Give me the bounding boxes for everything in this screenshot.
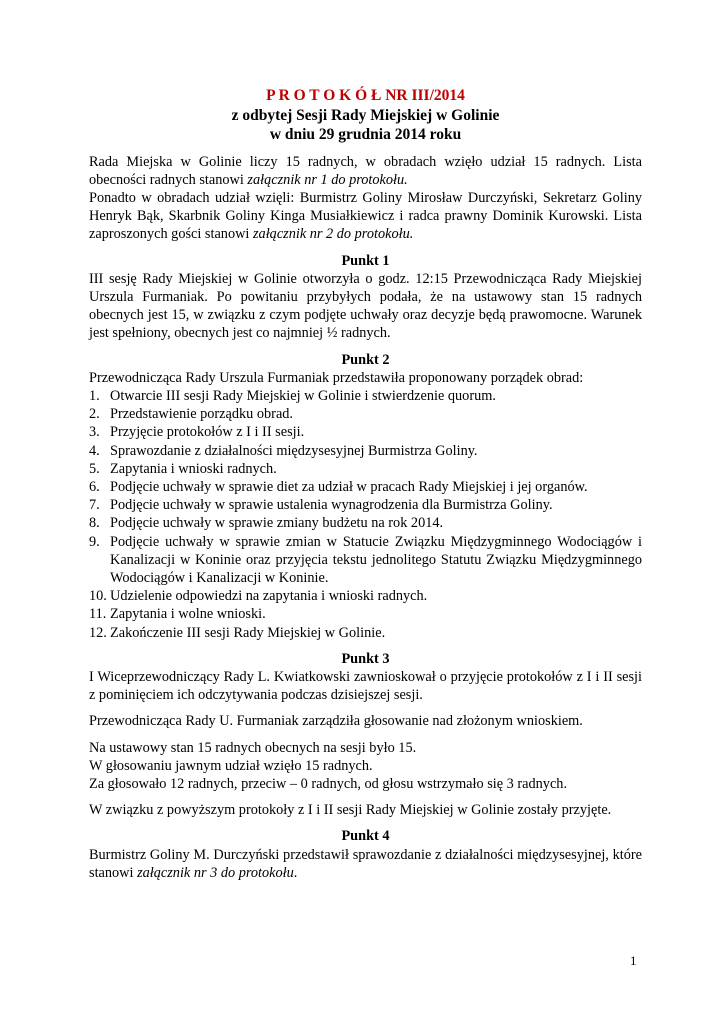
section-heading-punkt-1: Punkt 1 [341,252,390,269]
intro-paragraph-1: Rada Miejska w Golinie liczy 15 radnych, w obradach wzięło udział 15 radnych. Lista obecności radnych stanowi załącznik nr 1 do protokołu. [89,153,642,188]
list-item: 11. Zapytania i wolne wnioski. [89,606,266,623]
list-item: 6. Podjęcie uchwały w sprawie diet za udział w pracach Rady Miejskiej i jej organów. [89,478,588,495]
vote-line-3: Za głosowało 12 radnych, przeciw – 0 radnych, od głosu wstrzymało się 3 radnych. [89,776,568,792]
punkt-3-paragraph-1: I Wiceprzewodniczący Rady L. Kwiatkowski zawnioskował o przyjęcie protokołów z I i II sesji z pominięciem ich odczytywania podczas dzisiejszej sesji. [89,668,642,704]
list-item: 8. Podjęcie uchwały w sprawie zmiany budżetu na rok 2014. [89,515,444,532]
vote-line-1: Na ustawowy stan 15 radnych obecnych na sesji było 15. [89,739,417,756]
list-item: 9. Podjęcie uchwały w sprawie zmian w Statucie Związku Międzygminnego Wodociągów i Kanalizacji w Koninie oraz przyjęcia tekstu jednolitego Statutu Związku Międzygminnego Wodociągów i Kanalizacji w Koninie. [89,533,642,586]
list-item: 2. Przedstawienie porządku obrad. [89,406,294,423]
list-item: 3. Przyjęcie protokołów z I i II sesji. [89,424,305,441]
attachment-ref: załącznik nr 1 do protokołu. [247,171,408,188]
punkt-3-paragraph-3: W związku z powyższym protokoły z I i II sesji Rady Miejskiej w Golinie zostały przyjęte. [89,802,612,819]
list-item: 5. Zapytania i wnioski radnych. [89,460,277,477]
punkt-2-intro: Przewodnicząca Rady Urszula Furmaniak przedstawiła proponowany porządek obrad: [89,369,584,386]
document-page [89,86,642,882]
attachment-ref: załącznik nr 3 do protokołu [137,864,294,881]
list-item: 4. Sprawozdanie z działalności międzysesyjnej Burmistrza Goliny. [89,442,478,459]
intro-paragraph-2: Ponadto w obradach udział wzięli: Burmistrz Goliny Mirosław Durczyński, Sekretarz Goliny Henryk Bąk, Skarbnik Goliny Kinga Musiałkiewicz i radca prawny Dominik Kurowski. Lista zaproszonych gości stanowi załącznik nr 2 do protokołu. [89,189,642,243]
page-number: 1 [630,953,637,968]
list-item: 1. Otwarcie III sesji Rady Miejskiej w Golinie i stwierdzenie quorum. [89,387,496,404]
attachment-ref: załącznik nr 2 do protokołu. [252,226,414,243]
agenda-list [89,387,642,642]
list-item: 10. Udzielenie odpowiedzi na zapytania i wnioski radnych. [89,588,428,605]
punkt-3-paragraph-2: Przewodnicząca Rady U. Furmaniak zarządziła głosowanie nad złożonym wnioskiem. [89,713,583,730]
punkt-4-paragraph: Burmistrz Goliny M. Durczyński przedstawił sprawozdanie z działalności międzysesyjnej, które stanowi załącznik nr 3 do protokołu. [89,846,642,881]
title-line-2: z odbytej Sesji Rady Miejskiej w Golinie [231,106,500,124]
document-title [89,86,642,145]
title-line-3: w dniu 29 grudnia 2014 roku [269,126,462,143]
list-item: 12. Zakończenie III sesji Rady Miejskiej w Golinie. [89,624,386,641]
list-item: 7. Podjęcie uchwały w sprawie ustalenia wynagrodzenia dla Burmistrza Goliny. [89,497,553,514]
title-line-1: P R O T O K Ó Ł NR III/2014 [266,87,465,104]
section-heading-punkt-2: Punkt 2 [341,351,390,368]
section-heading-punkt-3: Punkt 3 [341,650,390,667]
vote-line-2: W głosowaniu jawnym udział wzięło 15 radnych. [89,757,373,774]
section-heading-punkt-4: Punkt 4 [341,828,390,845]
punkt-1-paragraph: III sesję Rady Miejskiej w Golinie otworzyła o godz. 12:15 Przewodnicząca Rady Miejskiej Urszula Furmaniak. Po powitaniu przybyłych podała, że na ustawowy stan 15 radnych obecnych jest 15, w związku z czym podjęte uchwały oraz decyzje będą prawomocne. Warunek jest spełniony, obecnych jest co najmniej ½ radnych. [89,270,642,342]
